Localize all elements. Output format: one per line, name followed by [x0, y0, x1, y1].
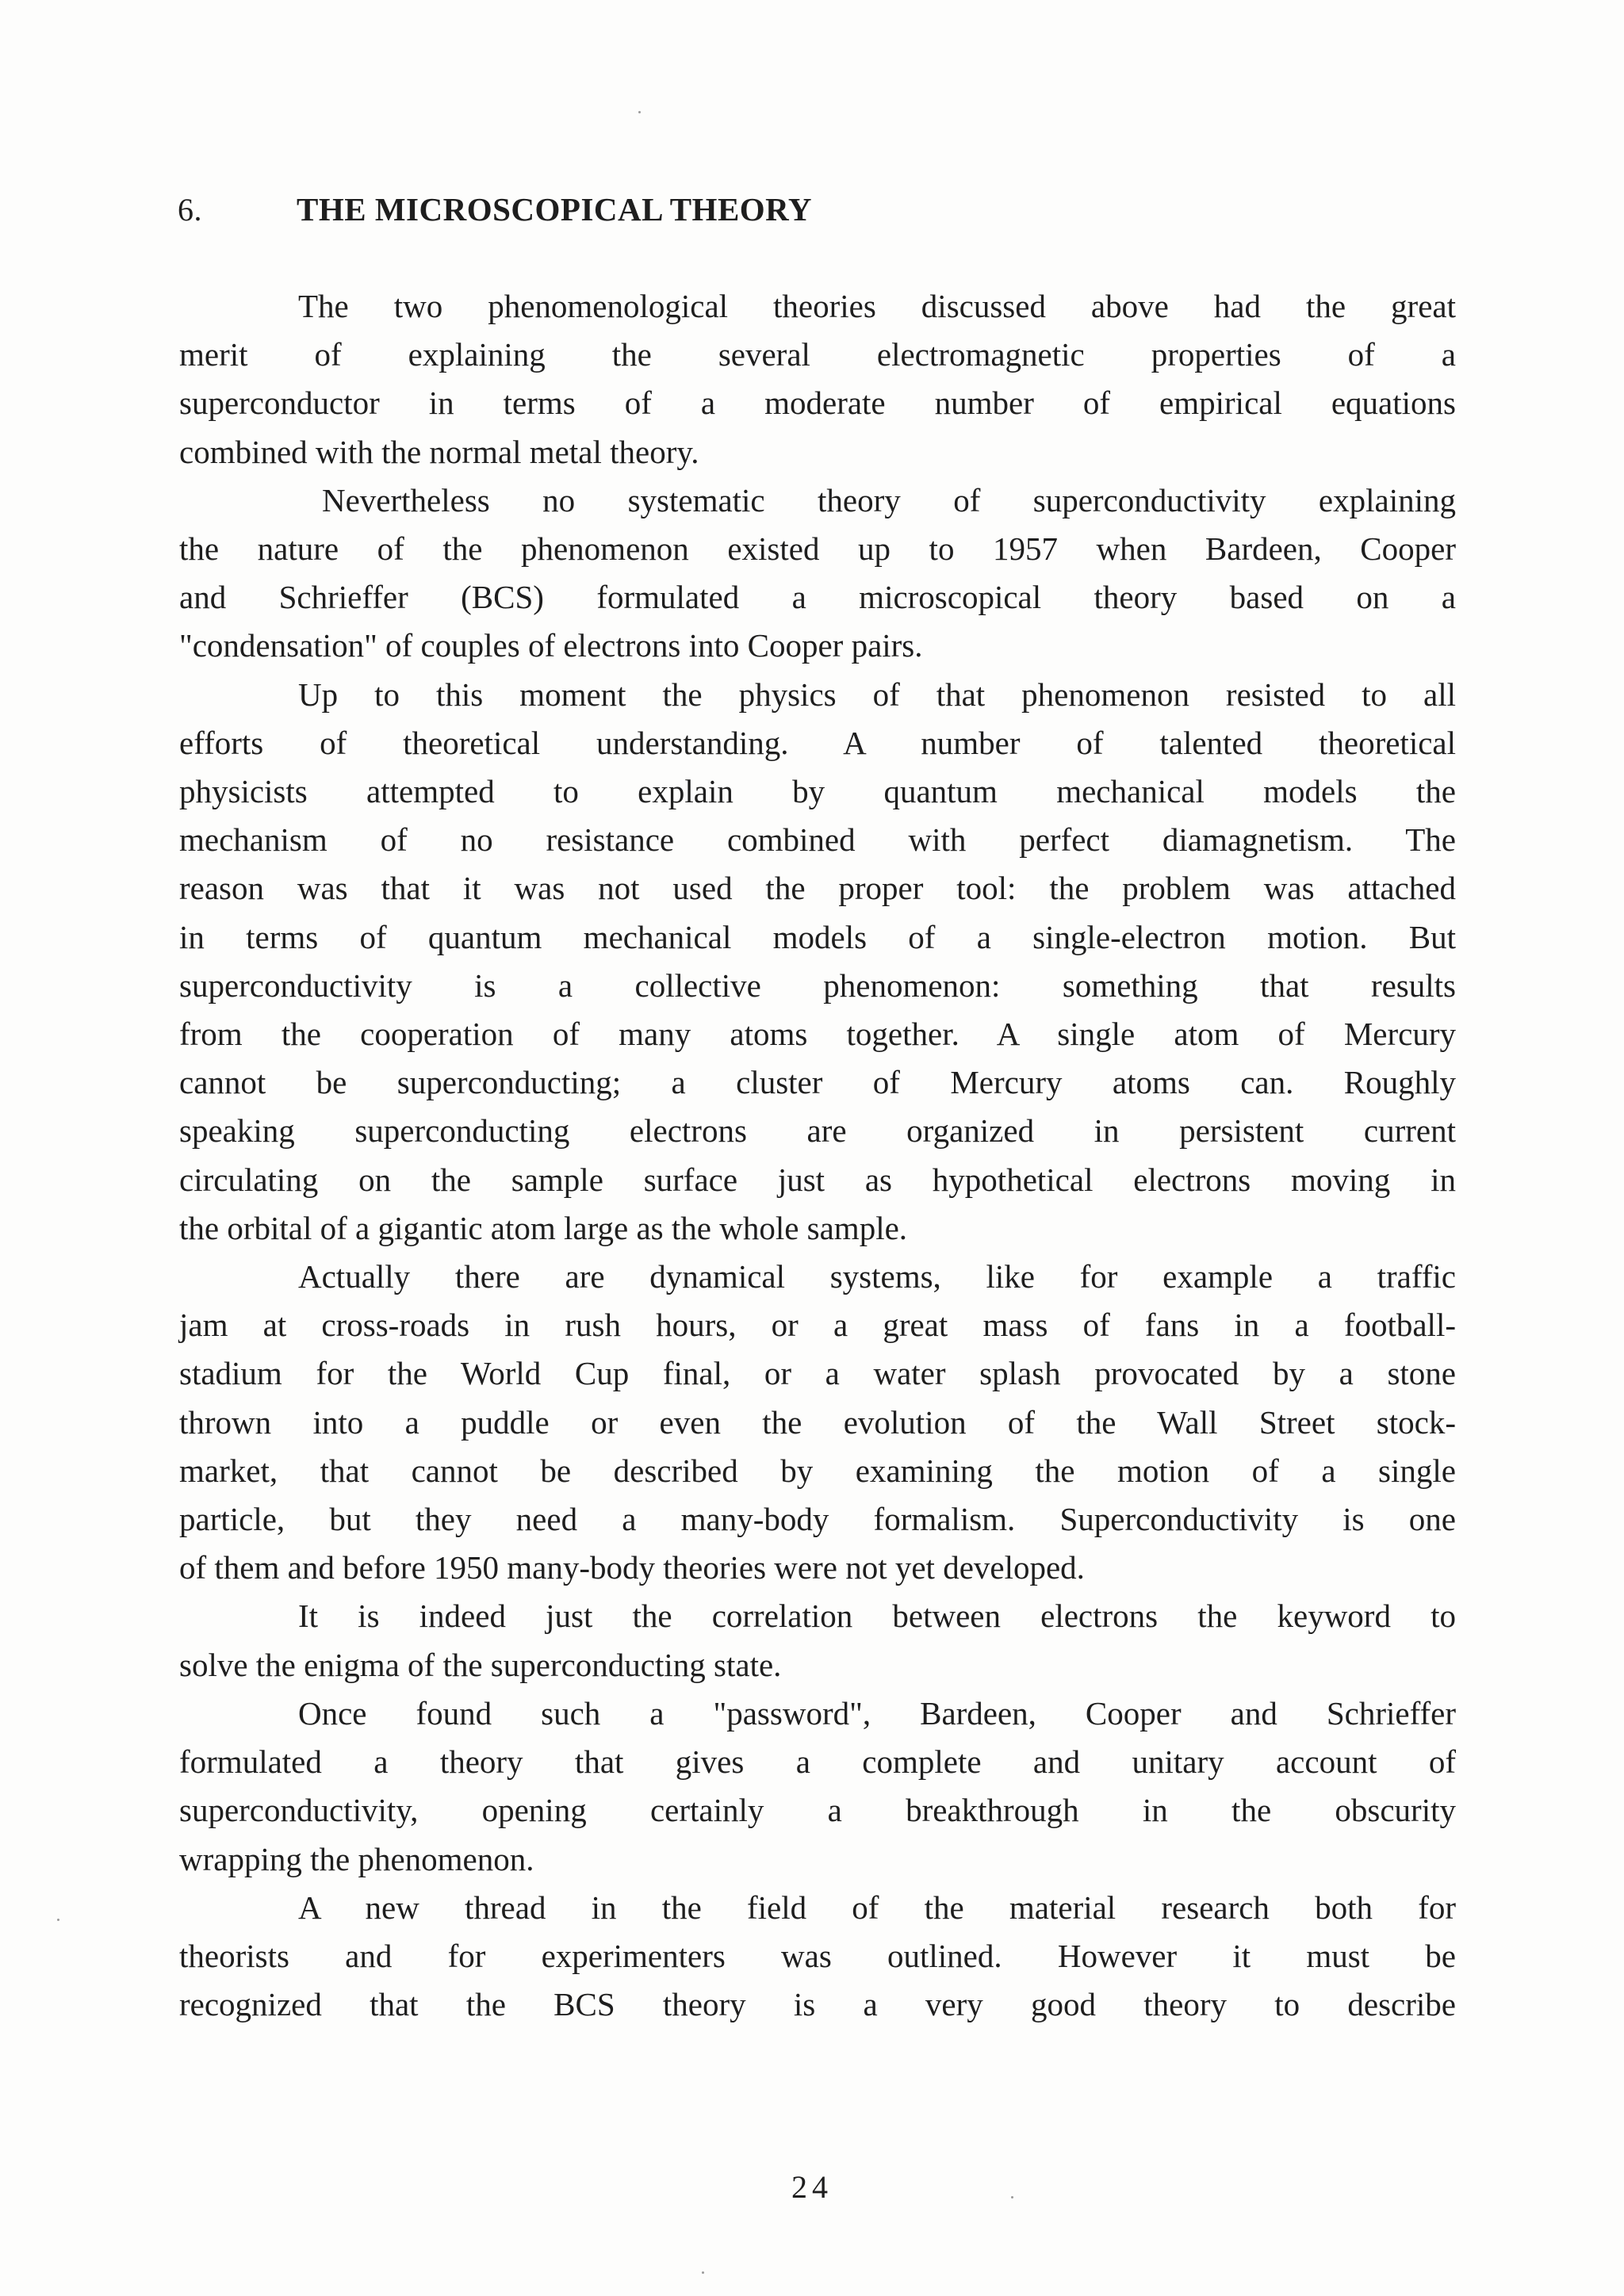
text-line: merit of explaining the several electromagnetic properties of a: [179, 336, 1456, 373]
text-line: speaking superconducting electrons are organized in persistent current: [179, 1112, 1456, 1150]
text-line: solve the enigma of the superconducting state.: [179, 1646, 782, 1683]
text-line: formulated a theory that gives a complete and unitary account of: [179, 1743, 1456, 1781]
text-line: of them and before 1950 many-body theories were not yet developed.: [179, 1549, 1085, 1586]
text-line: It is indeed just the correlation between electrons the keyword to: [298, 1598, 1456, 1635]
scan-speck: [1011, 2196, 1013, 2198]
text-line: wrapping the phenomenon.: [179, 1840, 534, 1877]
text-line: Up to this moment the physics of that phenomenon resisted to all: [298, 675, 1456, 713]
text-line: superconductor in terms of a moderate number of empirical equations: [179, 385, 1456, 422]
scan-speck: [702, 2271, 704, 2274]
text-line: cannot be superconducting; a cluster of Mercury atoms can. Roughly: [179, 1064, 1456, 1101]
text-line: The two phenomenological theories discussed above had the great: [298, 288, 1456, 324]
text-line: combined with the normal metal theory.: [179, 433, 699, 470]
scan-speck: [57, 1919, 59, 1921]
text-line: circulating on the sample surface just as hypothetical electrons moving in: [179, 1161, 1456, 1198]
text-line: from the cooperation of many atoms together. A single atom of Mercury: [179, 1016, 1456, 1053]
section-title: THE MICROSCOPICAL THEORY: [297, 191, 812, 228]
text-line: in terms of quantum mechanical models of a single-electron motion. But: [179, 918, 1456, 955]
text-line: theorists and for experimenters was outlined. However it must be: [179, 1937, 1456, 1974]
text-line: efforts of theoretical understanding. A number of talented theoretical: [179, 724, 1456, 761]
text-line: Once found such a "password", Bardeen, Cooper and Schrieffer: [298, 1694, 1456, 1732]
text-line: Actually there are dynamical systems, like for example a traffic: [298, 1258, 1456, 1295]
text-line: superconductivity, opening certainly a breakthrough in the obscurity: [179, 1792, 1456, 1829]
text-line: the nature of the phenomenon existed up to 1957 when Bardeen, Cooper: [179, 530, 1456, 568]
text-line: mechanism of no resistance combined with perfect diamagnetism. The: [179, 821, 1456, 859]
text-line: market, that cannot be described by examining the motion of a single: [179, 1452, 1456, 1489]
section-heading: [178, 190, 812, 228]
text-line: jam at cross-roads in rush hours, or a great mass of fans in a football-: [179, 1307, 1456, 1344]
text-line: A new thread in the field of the material research both for: [298, 1888, 1456, 1926]
text-line: Nevertheless no systematic theory of superconductivity explaining: [322, 481, 1456, 519]
text-line: and Schrieffer (BCS) formulated a microscopical theory based on a: [179, 579, 1456, 616]
text-line: physicists attempted to explain by quantum mechanical models the: [179, 773, 1456, 810]
section-number: 6.: [178, 192, 202, 228]
text-line: superconductivity is a collective phenomenon: something that results: [179, 966, 1456, 1004]
text-line: the orbital of a gigantic atom large as the whole sample.: [179, 1209, 908, 1246]
text-line: particle, but they need a many-body formalism. Superconductivity is one: [179, 1501, 1456, 1538]
text-line: "condensation" of couples of electrons into Cooper pairs.: [179, 627, 923, 664]
body-text: [179, 282, 1456, 2029]
text-line: thrown into a puddle or even the evolution of the Wall Street stock-: [179, 1403, 1456, 1441]
page-number: 24: [791, 2169, 833, 2205]
scan-speck: [638, 111, 641, 113]
text-line: reason was that it was not used the proper tool: the problem was attached: [179, 870, 1456, 907]
text-line: recognized that the BCS theory is a very good theory to describe: [179, 1986, 1456, 2023]
text-line: stadium for the World Cup final, or a water splash provocated by a stone: [179, 1355, 1456, 1392]
